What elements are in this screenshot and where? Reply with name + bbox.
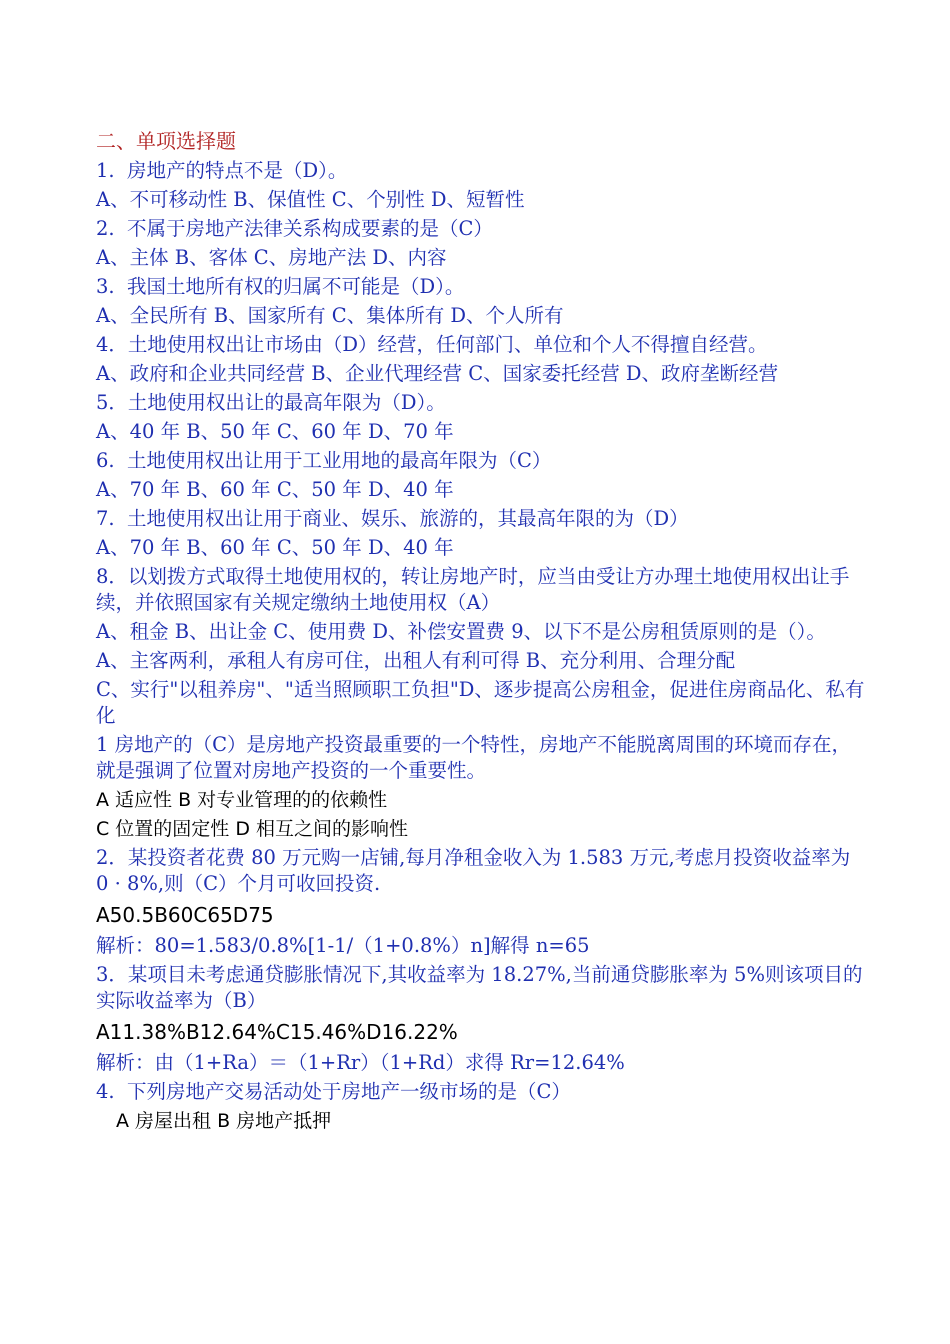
part2-options-4: A 房屋出租 B 房地产抵押 — [116, 1110, 332, 1132]
part2-question-1: 1 房地产的（C）是房地产投资最重要的一个特性，房地产不能脱离周围的环境而存在，就是强调了位置对房地产投资的一个重要性。 — [96, 733, 852, 782]
part2-options-3: A11.38%B12.64%C15.46%D16.22% — [96, 1020, 458, 1044]
options-8-question-9: A、租金 B、出让金 C、使用费 D、补偿安置费 9、以下不是公房租赁原则的是（）。 — [96, 620, 826, 643]
options-2: A、主体 B、客体 C、房地产法 D、内容 — [96, 246, 447, 269]
part2-options-1-ab: A 适应性 B 对专业管理的的依赖性 — [96, 789, 388, 811]
question-3: 3. 我国土地所有权的归属不可能是（D）。 — [96, 275, 465, 298]
question-7: 7. 土地使用权出让用于商业、娱乐、旅游的，其最高年限的为（D） — [96, 507, 689, 530]
options-4: A、政府和企业共同经营 B、企业代理经营 C、国家委托经营 D、政府垄断经营 — [96, 362, 779, 385]
section-title: 二、单项选择题 — [96, 129, 236, 153]
part2-question-3: 3．某项目未考虑通贷膨胀情况下,其收益率为 18.27%,当前通贷膨胀率为 5%则该项目的实际收益率为（B） — [96, 963, 863, 1012]
options-7: A、70 年 B、60 年 C、50 年 D、40 年 — [96, 536, 454, 559]
part2-options-2: A50.5B60C65D75 — [96, 903, 274, 927]
question-2: 2. 不属于房地产法律关系构成要素的是（C） — [96, 217, 493, 240]
question-8: 8．以划拨方式取得土地使用权的，转让房地产时，应当由受让方办理土地使用权出让手续，并依照国家有关规定缴纳土地使用权（A） — [96, 565, 850, 614]
options-5: A、40 年 B、50 年 C、60 年 D、70 年 — [96, 420, 454, 443]
part2-question-2: 2．某投资者花费 80 万元购一店铺,每月净租金收入为 1.583 万元,考虑月投资收益率为 0 · 8%,则（C）个月可收回投资. — [96, 846, 851, 895]
question-4: 4．土地使用权出让市场由（D）经营，任何部门、单位和个人不得擅自经营。 — [96, 333, 768, 356]
part2-question-4: 4. 下列房地产交易活动处于房地产一级市场的是（C） — [96, 1080, 571, 1103]
options-3: A、全民所有 B、国家所有 C、集体所有 D、个人所有 — [96, 304, 564, 327]
question-5: 5．土地使用权出让的最高年限为（D）。 — [96, 391, 446, 414]
question-1: 1. 房地产的特点不是（D）。 — [96, 159, 348, 182]
analysis-2: 解析：80=1.583/0.8%[1-1/（1+0.8%）n]解得 n=65 — [96, 934, 590, 957]
question-6: 6. 土地使用权出让用于工业用地的最高年限为（C） — [96, 449, 552, 472]
analysis-3: 解析：由（1+Ra）＝（1+Rr）（1+Rd）求得 Rr=12.64% — [96, 1051, 625, 1074]
options-6: A、70 年 B、60 年 C、50 年 D、40 年 — [96, 478, 454, 501]
options-9-ab: A、主客两利，承租人有房可住，出租人有利可得 B、充分利用、合理分配 — [96, 649, 736, 672]
options-9-cd: C、实行"以租养房"、"适当照顾职工负担"D、逐步提高公房租金，促进住房商品化、私有化 — [96, 678, 865, 727]
document-page — [96, 128, 866, 1137]
options-1: A、不可移动性 B、保值性 C、个别性 D、短暂性 — [96, 188, 525, 211]
part2-options-1-cd: C 位置的固定性 D 相互之间的影响性 — [96, 818, 409, 840]
